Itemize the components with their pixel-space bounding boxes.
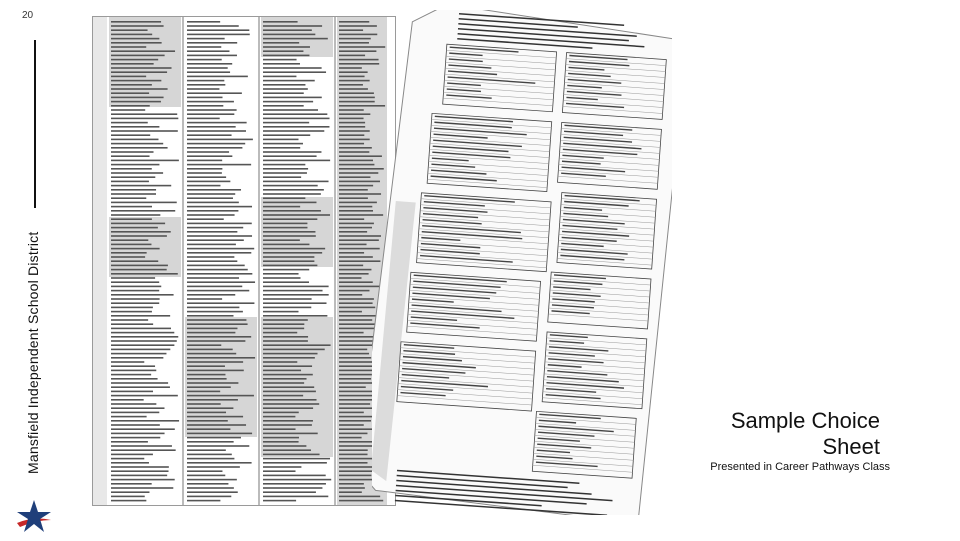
slide-subtitle: Presented in Career Pathways Class	[710, 461, 890, 473]
district-logo	[14, 496, 54, 536]
course-list-document	[92, 16, 396, 506]
slide-title-line1: Sample Choice	[730, 408, 880, 433]
slide-title	[640, 408, 880, 460]
choice-sheet-document	[372, 10, 672, 515]
course-list-image	[93, 17, 395, 505]
slide-title-line2: Sheet	[822, 434, 880, 459]
sidebar-district-name: Mansfield Independent School District	[25, 231, 41, 474]
page-number: 20	[22, 10, 34, 21]
choice-sheet-image	[372, 10, 672, 515]
